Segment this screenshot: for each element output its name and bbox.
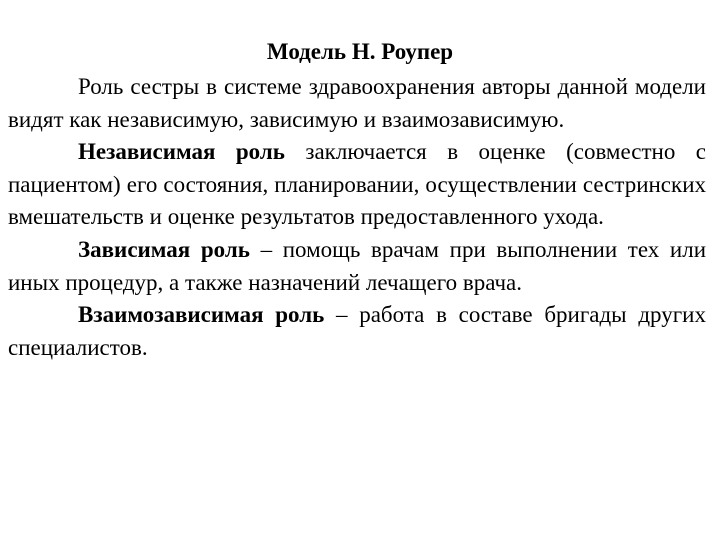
paragraph-text: Роль сестры в системе здравоохранения авторы данной модели видят как независимую, зависимую и взаимозависимую. [8, 74, 706, 132]
term-interdependent-role: Взаимозависимая роль [78, 302, 325, 328]
term-independent-role: Независимая роль [78, 139, 285, 165]
paragraph-roles-intro [8, 71, 706, 136]
paragraph-independent-role [8, 136, 706, 234]
paragraph-text: – помощь врачам при выполнении тех или иных процедур, а также назначений лечащего врача. [8, 236, 707, 295]
slide-title: Модель Н. Роупер [266, 39, 454, 64]
paragraph-dependent-role [8, 234, 706, 299]
paragraph-interdependent-role [8, 299, 706, 364]
term-dependent-role: Зависимая роль [78, 236, 250, 262]
paragraph-text: – работа в составе бригады других специалистов. [8, 302, 706, 360]
paragraph-text: заключается в оценке (совместно с пациентом) его состояния, планировании, осуществлении сестринских вмешательств и оценке результатов предоставленного ухода. [8, 139, 706, 230]
slide-body [8, 71, 706, 364]
